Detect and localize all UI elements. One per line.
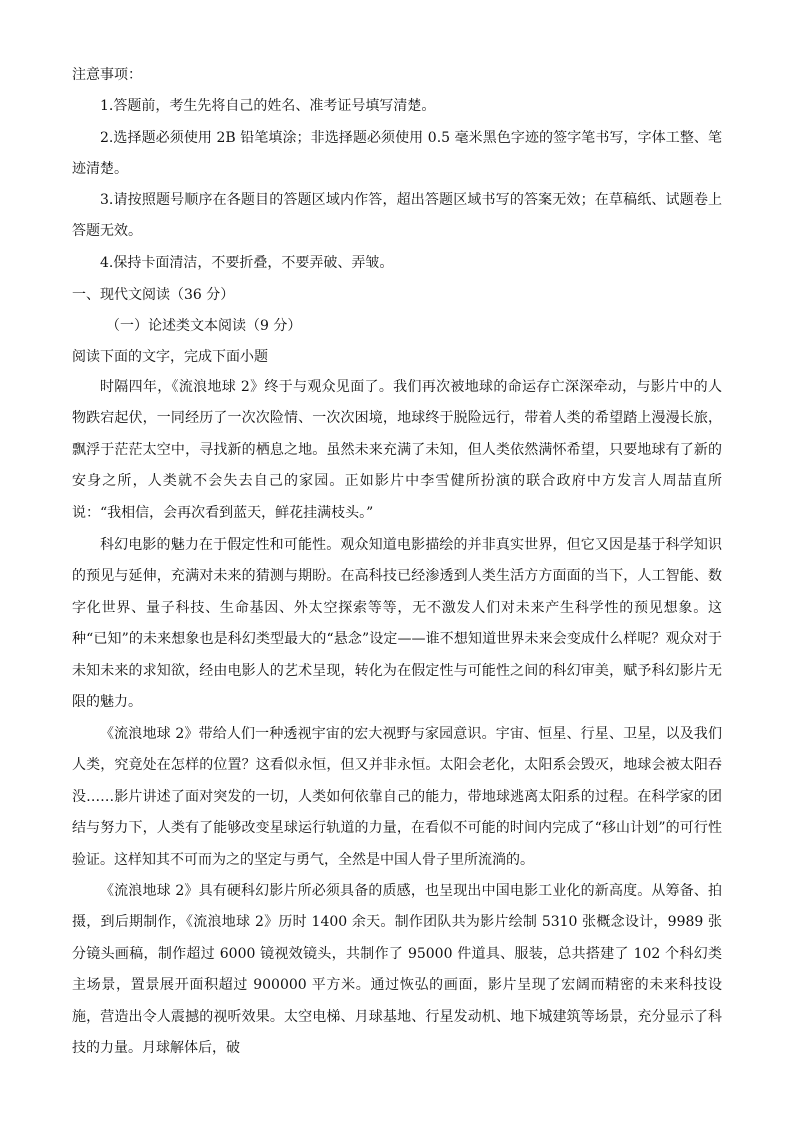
- note-item-1: 1.答题前，考生先将自己的姓名、准考证号填写清楚。: [100, 98, 436, 114]
- article-paragraph-2: 科幻电影的魅力在于假定性和可能性。观众知道电影描绘的并非真实世界，但它又因是基于科学知识的预见与延伸，充满对未来的猜测与期盼。在高科技已经渗透到人类生活方方面面的当下，人工智能、数字化世界、量子科技、生命基因、外太空探索等等，无不激发人们对未来产生科学性的预见想象。这种“已知”的未来想象也是科幻类型最大的“悬念”设定——谁不想知道世界未来会变成什么样呢？观众对于未知未来的求知欲，经由电影人的艺术呈现，转化为在假定性与可能性之间的科幻审美，赋予科幻影片无限的魅力。: [72, 537, 722, 711]
- article-paragraph-1: 时隔四年，《流浪地球 2》终于与观众见面了。我们再次被地球的命运存亡深深牵动，与影片中的人物跌宕起伏，一同经历了一次次险情、一次次困境，地球终于脱险远行，带着人类的希望踏上漫漫长旅，飘浮于茫茫太空中，寻找新的栖息之地。虽然未来充满了未知，但人类依然满怀希望，只要地球有了新的安身之所，人类就不会失去自己的家园。正如影片中李雪健所扮演的联合政府中方发言人周喆直所说：“我相信，会再次看到蓝天，鲜花挂满枝头。”: [72, 379, 722, 521]
- section-title: 一、现代文阅读（36 分）: [72, 287, 235, 303]
- notes-heading: 注意事项：: [72, 67, 142, 83]
- article-paragraph-4: 《流浪地球 2》具有硬科幻影片所必须具备的质感，也呈现出中国电影工业化的新高度。从筹备、拍摄，到后期制作，《流浪地球 2》历时 1400 余天。制作团队共为影片绘制 5310 张概念设计，9989 张分镜头画稿，制作超过 6000 镜视效镜头，共制作了 95000 件道具、服装，总共搭建了 102 个科幻类主场景，置景展开面积超过 900000 平方米。通过恢弘的画面，影片呈现了宏阔而精密的未来科技设施，营造出令人震撼的视听效果。太空电梯、月球基地、行星发动机、地下城建筑等场景，充分显示了科技的力量。月球解体后，破: [72, 883, 722, 1057]
- note-item-2: 2.选择题必须使用 2B 铅笔填涂；非选择题必须使用 0.5 毫米黑色字迹的签字笔书写，字体工整、笔迹清楚。: [72, 130, 722, 178]
- article-paragraph-3: 《流浪地球 2》带给人们一种透视宇宙的宏大视野与家园意识。宇宙、恒星、行星、卫星，以及我们人类，究竟处在怎样的位置？这看似永恒，但又并非永恒。太阳会老化，太阳系会毁灭，地球会被太阳吞没……影片讲述了面对突发的一切，人类如何依靠自己的能力，带地球逃离太阳系的过程。在科学家的团结与努力下，人类有了能够改变星球运行轨道的力量，在看似不可能的时间内完成了“移山计划”的可行性验证。这样知其不可而为之的坚定与勇气，全然是中国人骨子里所流淌的。: [72, 726, 722, 868]
- section-subtitle: （一）论述类文本阅读（9 分）: [106, 318, 302, 334]
- note-item-4: 4.保持卡面清洁，不要折叠，不要弄破、弄皱。: [100, 255, 394, 271]
- note-item-3: 3.请按照题号顺序在各题目的答题区域内作答，超出答题区域书写的答案无效；在草稿纸、试题卷上答题无效。: [72, 192, 722, 240]
- reading-instruction: 阅读下面的文字，完成下面小题: [72, 349, 268, 365]
